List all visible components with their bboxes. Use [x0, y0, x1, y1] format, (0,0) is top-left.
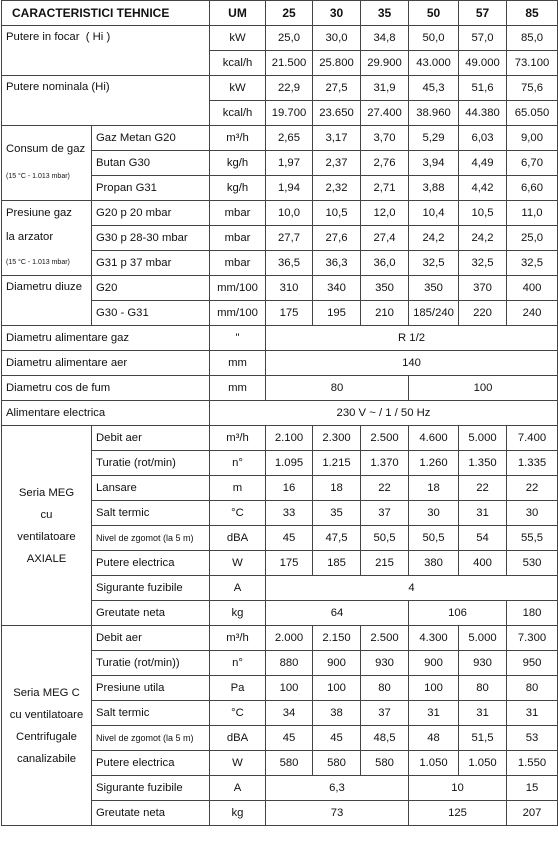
row-label: Butan G30 — [92, 151, 210, 176]
table-row — [2, 326, 558, 351]
value-cell: 34,8 — [361, 26, 409, 51]
group-label: Consum de gaz — [6, 143, 86, 155]
model-header: 25 — [266, 1, 313, 26]
value-cell: 1.335 — [507, 451, 558, 476]
value-cell: 34 — [266, 701, 313, 726]
value-cell: 23.650 — [313, 101, 361, 126]
row-label: G20 p 20 mbar — [92, 201, 210, 226]
value-cell: 180 — [507, 601, 558, 626]
group-condition: (15 °C - 1.013 mbar) — [6, 173, 70, 180]
value-cell: 48 — [409, 726, 459, 751]
value-cell: 32,5 — [507, 251, 558, 276]
value-cell: 27,7 — [266, 226, 313, 251]
table-row — [2, 376, 558, 401]
value-cell: 1.050 — [409, 751, 459, 776]
value-cell: 15 — [507, 776, 558, 801]
value-cell: 2.300 — [313, 426, 361, 451]
value-cell: 38 — [313, 701, 361, 726]
value-cell: 45 — [266, 526, 313, 551]
unit-cell: m³/h — [210, 426, 266, 451]
row-label: Sigurante fuzibile — [92, 776, 210, 801]
value-cell: 175 — [266, 301, 313, 326]
row-label: Presiune utila — [92, 676, 210, 701]
row-label: G30 - G31 — [92, 301, 210, 326]
value-cell: 36,3 — [313, 251, 361, 276]
value-cell: 27,6 — [313, 226, 361, 251]
series-line: Seria MEG — [18, 486, 75, 499]
table-row — [2, 626, 558, 651]
value-cell: 3,17 — [313, 126, 361, 151]
value-cell: 47,5 — [313, 526, 361, 551]
model-header: 30 — [313, 1, 361, 26]
value-cell: 7.400 — [507, 426, 558, 451]
value-cell: 230 V ~ / 1 / 50 Hz — [210, 401, 558, 426]
value-cell: 9,00 — [507, 126, 558, 151]
value-cell: 3,94 — [409, 151, 459, 176]
table-row — [2, 26, 558, 51]
value-cell: 38.960 — [409, 101, 459, 126]
model-header: 35 — [361, 1, 409, 26]
value-cell: 2,37 — [313, 151, 361, 176]
value-cell: 580 — [266, 751, 313, 776]
value-cell: 36,0 — [361, 251, 409, 276]
row-label: Greutate neta — [92, 801, 210, 826]
technical-specs-table — [1, 0, 558, 826]
unit-cell: m — [210, 476, 266, 501]
value-cell: 6,60 — [507, 176, 558, 201]
value-cell: 30,0 — [313, 26, 361, 51]
value-cell: 44.380 — [459, 101, 507, 126]
value-cell: 21.500 — [266, 51, 313, 76]
value-cell: 31 — [507, 701, 558, 726]
table-row — [2, 351, 558, 376]
row-label: G31 p 37 mbar — [92, 251, 210, 276]
value-cell: 930 — [459, 651, 507, 676]
row-label: Salt termic — [92, 701, 210, 726]
group-condition: (15 °C - 1.013 mbar) — [6, 259, 70, 266]
value-cell: 18 — [409, 476, 459, 501]
unit-cell: °C — [210, 501, 266, 526]
value-cell: 100 — [409, 376, 558, 401]
value-cell: 50,5 — [409, 526, 459, 551]
value-cell: 400 — [459, 551, 507, 576]
value-cell: 580 — [361, 751, 409, 776]
row-label: Diametru alimentare gaz — [2, 326, 210, 351]
value-cell: 220 — [459, 301, 507, 326]
putere-focar-label — [2, 26, 210, 76]
unit-cell: kW — [210, 76, 266, 101]
row-label: Putere electrica — [92, 551, 210, 576]
value-cell: 340 — [313, 276, 361, 301]
value-cell: 900 — [313, 651, 361, 676]
value-cell: 1.370 — [361, 451, 409, 476]
value-cell: 57,0 — [459, 26, 507, 51]
value-cell: 16 — [266, 476, 313, 501]
value-cell: 37 — [361, 701, 409, 726]
row-label: Debit aer — [92, 626, 210, 651]
unit-cell: kg/h — [210, 151, 266, 176]
value-cell: 50,0 — [409, 26, 459, 51]
unit-cell: Pa — [210, 676, 266, 701]
value-cell: 3,88 — [409, 176, 459, 201]
value-cell: 930 — [361, 651, 409, 676]
value-cell: 1.050 — [459, 751, 507, 776]
unit-cell: kg/h — [210, 176, 266, 201]
value-cell: 950 — [507, 651, 558, 676]
value-cell: 6,70 — [507, 151, 558, 176]
value-cell: 350 — [361, 276, 409, 301]
row-label: Nivel de zgomot (la 5 m) — [92, 726, 210, 751]
value-cell: 2,71 — [361, 176, 409, 201]
row-label: Gaz Metan G20 — [92, 126, 210, 151]
value-cell: 10,4 — [409, 201, 459, 226]
value-cell: 24,2 — [459, 226, 507, 251]
value-cell: 2.000 — [266, 626, 313, 651]
row-symbol: (Hi) — [91, 81, 110, 93]
value-cell: 22 — [361, 476, 409, 501]
value-cell: 73.100 — [507, 51, 558, 76]
table-title: CARACTERISTICI TEHNICE — [2, 1, 210, 26]
value-cell: 22 — [507, 476, 558, 501]
value-cell: 18 — [313, 476, 361, 501]
unit-cell: kg — [210, 801, 266, 826]
value-cell: 900 — [409, 651, 459, 676]
value-cell: 85,0 — [507, 26, 558, 51]
unit-cell: kW — [210, 26, 266, 51]
group-label: Presiune gaz — [6, 207, 72, 219]
value-cell: 1.215 — [313, 451, 361, 476]
table-row — [2, 276, 558, 301]
value-cell: 64 — [266, 601, 409, 626]
value-cell: 1.350 — [459, 451, 507, 476]
presiune-gaz-group — [2, 201, 92, 276]
value-cell: 185 — [313, 551, 361, 576]
value-cell: 25.800 — [313, 51, 361, 76]
value-cell: 27,4 — [361, 226, 409, 251]
um-header: UM — [210, 1, 266, 26]
unit-cell: mm — [210, 351, 266, 376]
value-cell: 195 — [313, 301, 361, 326]
value-cell: 240 — [507, 301, 558, 326]
model-header: 85 — [507, 1, 558, 26]
series-line: cu — [40, 508, 53, 521]
unit-cell: A — [210, 776, 266, 801]
value-cell: 22,9 — [266, 76, 313, 101]
value-cell: 10,0 — [266, 201, 313, 226]
value-cell: 2,76 — [361, 151, 409, 176]
value-cell: 80 — [266, 376, 409, 401]
value-cell: 530 — [507, 551, 558, 576]
row-label: Lansare — [92, 476, 210, 501]
value-cell: 45,3 — [409, 76, 459, 101]
value-cell: 5,29 — [409, 126, 459, 151]
value-cell: 106 — [409, 601, 507, 626]
row-label: Turatie (rot/min)) — [92, 651, 210, 676]
value-cell: 185/240 — [409, 301, 459, 326]
value-cell: 4.600 — [409, 426, 459, 451]
row-label: G20 — [92, 276, 210, 301]
value-cell: R 1/2 — [266, 326, 558, 351]
unit-cell: kcal/h — [210, 51, 266, 76]
value-cell: 1.095 — [266, 451, 313, 476]
value-cell: 1,94 — [266, 176, 313, 201]
series-line: AXIALE — [26, 552, 67, 565]
unit-cell: W — [210, 751, 266, 776]
value-cell: 2,32 — [313, 176, 361, 201]
value-cell: 10,5 — [313, 201, 361, 226]
value-cell: 31,9 — [361, 76, 409, 101]
value-cell: 350 — [409, 276, 459, 301]
value-cell: 12,0 — [361, 201, 409, 226]
value-cell: 210 — [361, 301, 409, 326]
row-label: Diametru cos de fum — [2, 376, 210, 401]
unit-cell: °C — [210, 701, 266, 726]
value-cell: 1.550 — [507, 751, 558, 776]
value-cell: 65.050 — [507, 101, 558, 126]
table-row — [2, 201, 558, 226]
value-cell: 175 — [266, 551, 313, 576]
centrifugal-series-group — [2, 626, 92, 826]
value-cell: 25,0 — [266, 26, 313, 51]
value-cell: 24,2 — [409, 226, 459, 251]
value-cell: 55,5 — [507, 526, 558, 551]
unit-cell: dBA — [210, 526, 266, 551]
unit-cell: mm/100 — [210, 301, 266, 326]
value-cell: 4 — [266, 576, 558, 601]
unit-cell: " — [210, 326, 266, 351]
row-label: Sigurante fuzibile — [92, 576, 210, 601]
value-cell: 7.300 — [507, 626, 558, 651]
value-cell: 140 — [266, 351, 558, 376]
value-cell: 580 — [313, 751, 361, 776]
value-cell: 2.500 — [361, 626, 409, 651]
value-cell: 31 — [459, 701, 507, 726]
value-cell: 45 — [266, 726, 313, 751]
value-cell: 54 — [459, 526, 507, 551]
row-label: G30 p 28-30 mbar — [92, 226, 210, 251]
row-label: Greutate neta — [92, 601, 210, 626]
row-label: Propan G31 — [92, 176, 210, 201]
value-cell: 2.500 — [361, 426, 409, 451]
value-cell: 3,70 — [361, 126, 409, 151]
series-line: Centrifugale — [16, 730, 77, 743]
value-cell: 100 — [409, 676, 459, 701]
value-cell: 370 — [459, 276, 507, 301]
value-cell: 25,0 — [507, 226, 558, 251]
value-cell: 2.150 — [313, 626, 361, 651]
row-symbol: ( Hi ) — [85, 31, 111, 43]
unit-cell: A — [210, 576, 266, 601]
value-cell: 31 — [409, 701, 459, 726]
series-line: cu ventilatoare — [9, 708, 84, 721]
value-cell: 4,49 — [459, 151, 507, 176]
unit-cell: mbar — [210, 201, 266, 226]
unit-cell: kg — [210, 601, 266, 626]
value-cell: 4,42 — [459, 176, 507, 201]
value-cell: 49.000 — [459, 51, 507, 76]
row-label: Debit aer — [92, 426, 210, 451]
value-cell: 30 — [507, 501, 558, 526]
value-cell: 32,5 — [409, 251, 459, 276]
value-cell: 880 — [266, 651, 313, 676]
putere-nominala-label — [2, 76, 210, 126]
row-label: Nivel de zgomot (la 5 m) — [92, 526, 210, 551]
row-label: Putere electrica — [92, 751, 210, 776]
value-cell: 27,5 — [313, 76, 361, 101]
value-cell: 6,3 — [266, 776, 409, 801]
row-label: Alimentare electrica — [2, 401, 210, 426]
row-label: Diametru alimentare aer — [2, 351, 210, 376]
value-cell: 380 — [409, 551, 459, 576]
value-cell: 80 — [507, 676, 558, 701]
value-cell: 30 — [409, 501, 459, 526]
value-cell: 19.700 — [266, 101, 313, 126]
value-cell: 22 — [459, 476, 507, 501]
value-cell: 100 — [266, 676, 313, 701]
unit-cell: mbar — [210, 226, 266, 251]
value-cell: 45 — [313, 726, 361, 751]
value-cell: 51,5 — [459, 726, 507, 751]
unit-cell: m³/h — [210, 626, 266, 651]
row-label: Salt termic — [92, 501, 210, 526]
row-label: Putere in focar — [6, 31, 80, 43]
series-line: canalizabile — [16, 752, 77, 765]
row-label: Putere nominala — [6, 81, 89, 93]
value-cell: 43.000 — [409, 51, 459, 76]
value-cell: 1,97 — [266, 151, 313, 176]
consum-gaz-group — [2, 126, 92, 201]
table-row — [2, 76, 558, 101]
value-cell: 5.000 — [459, 626, 507, 651]
value-cell: 100 — [313, 676, 361, 701]
unit-cell: mm — [210, 376, 266, 401]
value-cell: 27.400 — [361, 101, 409, 126]
axial-series-group — [2, 426, 92, 626]
unit-cell: mbar — [210, 251, 266, 276]
value-cell: 125 — [409, 801, 507, 826]
value-cell: 48,5 — [361, 726, 409, 751]
unit-cell: kcal/h — [210, 101, 266, 126]
value-cell: 80 — [361, 676, 409, 701]
value-cell: 10 — [409, 776, 507, 801]
value-cell: 31 — [459, 501, 507, 526]
unit-cell: mm/100 — [210, 276, 266, 301]
value-cell: 2,65 — [266, 126, 313, 151]
unit-cell: W — [210, 551, 266, 576]
unit-cell: m³/h — [210, 126, 266, 151]
value-cell: 6,03 — [459, 126, 507, 151]
unit-cell: n° — [210, 651, 266, 676]
model-header: 57 — [459, 1, 507, 26]
value-cell: 35 — [313, 501, 361, 526]
value-cell: 36,5 — [266, 251, 313, 276]
value-cell: 207 — [507, 801, 558, 826]
value-cell: 1.260 — [409, 451, 459, 476]
value-cell: 5.000 — [459, 426, 507, 451]
value-cell: 37 — [361, 501, 409, 526]
unit-cell: n° — [210, 451, 266, 476]
table-row — [2, 401, 558, 426]
group-label: la arzator — [6, 231, 54, 243]
unit-cell: dBA — [210, 726, 266, 751]
value-cell: 32,5 — [459, 251, 507, 276]
value-cell: 2.100 — [266, 426, 313, 451]
value-cell: 400 — [507, 276, 558, 301]
series-line: ventilatoare — [17, 530, 76, 543]
model-header: 50 — [409, 1, 459, 26]
value-cell: 53 — [507, 726, 558, 751]
diametru-diuze-group: Diametru diuze — [2, 276, 92, 326]
value-cell: 51,6 — [459, 76, 507, 101]
value-cell: 310 — [266, 276, 313, 301]
table-row — [2, 426, 558, 451]
value-cell: 215 — [361, 551, 409, 576]
value-cell: 50,5 — [361, 526, 409, 551]
value-cell: 4.300 — [409, 626, 459, 651]
row-label: Turatie (rot/min) — [92, 451, 210, 476]
value-cell: 80 — [459, 676, 507, 701]
value-cell: 10,5 — [459, 201, 507, 226]
table-row — [2, 126, 558, 151]
series-line: Seria MEG C — [13, 686, 80, 699]
value-cell: 29.900 — [361, 51, 409, 76]
value-cell: 33 — [266, 501, 313, 526]
value-cell: 73 — [266, 801, 409, 826]
header-row — [2, 1, 558, 26]
value-cell: 75,6 — [507, 76, 558, 101]
value-cell: 11,0 — [507, 201, 558, 226]
